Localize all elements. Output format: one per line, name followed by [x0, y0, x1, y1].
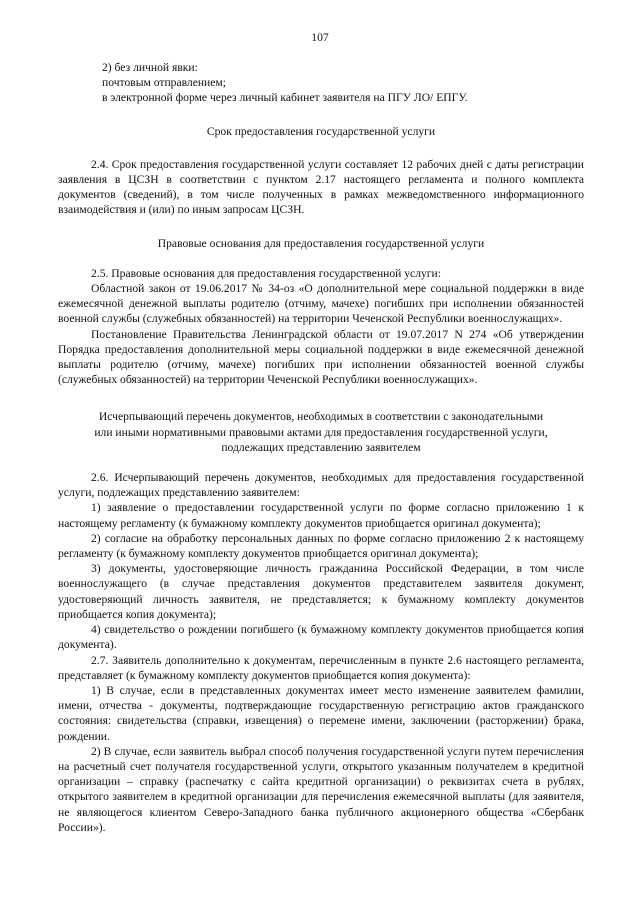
- intro-line: 2) без личной явки:: [102, 61, 198, 74]
- list-item: 1) В случае, если в представленных документах имеет место изменение заявителем фамилии, имени, отчества - документы, подтверждающие государственную регистрацию актов гражданского состояния: свидетельства (справки, извещения) о перемене имени, заключении (расторжении) брака, рождении.: [58, 683, 584, 743]
- list-item: 2) В случае, если заявитель выбрал способ получения государственной услуги путем перечисления на расчетный счет получателя государственной услуги, открытого указанным получателем в кредитной организации – справку (распечатку с сайта кредитной организации) о реквизитах счета в рублях, открытого заявителем в кредитной организации для перечисления ежемесячной выплаты (для заявителя, не являющегося клиентом Северо-Западного банка публичного акционерного общества «Сбербанк России»).: [58, 744, 584, 834]
- paragraph-2-4: 2.4. Срок предоставления государственной услуги составляет 12 рабочих дней с даты регистрации заявления в ЦСЗН в соответствии с пунктом 2.17 настоящего регламента и полного комплекта документов (сведений), в том числе полученных в рамках межведомственного информационного взаимодействия и (или) по иным запросам ЦСЗН.: [58, 157, 584, 217]
- legal-act-2: Постановление Правительства Ленинградской области от 19.07.2017 N 274 «Об утверждении Порядка предоставления дополнительной меры социальной поддержки в виде ежемесячной денежной выплаты родителю (отчиму, мачехе) погибших при исполнении обязанностей военной службы (служебных обязанностей) на территории Чеченской Республики военнослужащих».: [58, 327, 584, 387]
- intro-block: [58, 60, 584, 835]
- list-item: 4) свидетельство о рождении погибшего (к бумажному комплекту документов приобщается копия документа).: [58, 623, 584, 652]
- intro-line: почтовым отправлением;: [102, 76, 226, 90]
- paragraph-2-7: 2.7. Заявитель дополнительно к документам, перечисленным в пункте 2.6 настоящего регламента, представляет (к бумажному комплекту документов приобщается копия документа):: [58, 653, 584, 682]
- section-heading-docs-line: Исчерпывающий перечень документов, необходимых в соответствии с законодательными: [98, 410, 544, 424]
- section-heading-docs-line: или иными нормативными правовыми актами для предоставления государственной услуги,: [94, 425, 548, 439]
- section-heading-docs-line: подлежащих представлению заявителем: [221, 440, 421, 454]
- paragraph-2-6: 2.6. Исчерпывающий перечень документов, необходимых для предоставления государственной услуги, подлежащих представлению заявителем:: [58, 471, 584, 500]
- list-item: 2) согласие на обработку персональных данных по форме согласно приложению 2 к настоящему регламенту (к бумажному комплекту документов приобщается оригинал документа);: [58, 531, 584, 561]
- list-item: 1) заявление о предоставлении государственной услуги по форме согласно приложению 1 к настоящему регламенту (к бумажному комплекту документов приобщается оригинал документа);: [58, 501, 584, 530]
- list-item: 3) документы, удостоверяющие личность гражданина Российской Федерации, в том числе военнослужащего (в случае представления документов представителем заявителя документ, удостоверяющий личность заявителя, не представляется; к бумажному комплекту документов приобщается копия документа);: [58, 562, 584, 621]
- intro-line: в электронной форме через личный кабинет заявителя на ПГУ ЛО/ ЕПГУ.: [102, 91, 468, 105]
- page-content: [0, 60, 640, 835]
- paragraph-2-5: 2.5. Правовые основания для предоставления государственной услуги:: [91, 266, 441, 280]
- section-heading-term: Срок предоставления государственной услуги: [206, 124, 436, 138]
- page-number: 107: [311, 31, 329, 44]
- section-heading-legal: Правовые основания для предоставления государственной услуги: [157, 236, 485, 250]
- legal-act-1: Областной закон от 19.06.2017 № 34-оз «О дополнительной мере социальной поддержки в виде ежемесячной денежной выплаты родителю (отчиму, мачехе) погибших при исполнении обязанностей военной службы (служебных обязанностей) на территории Чеченской Республики военнослужащих».: [58, 282, 584, 326]
